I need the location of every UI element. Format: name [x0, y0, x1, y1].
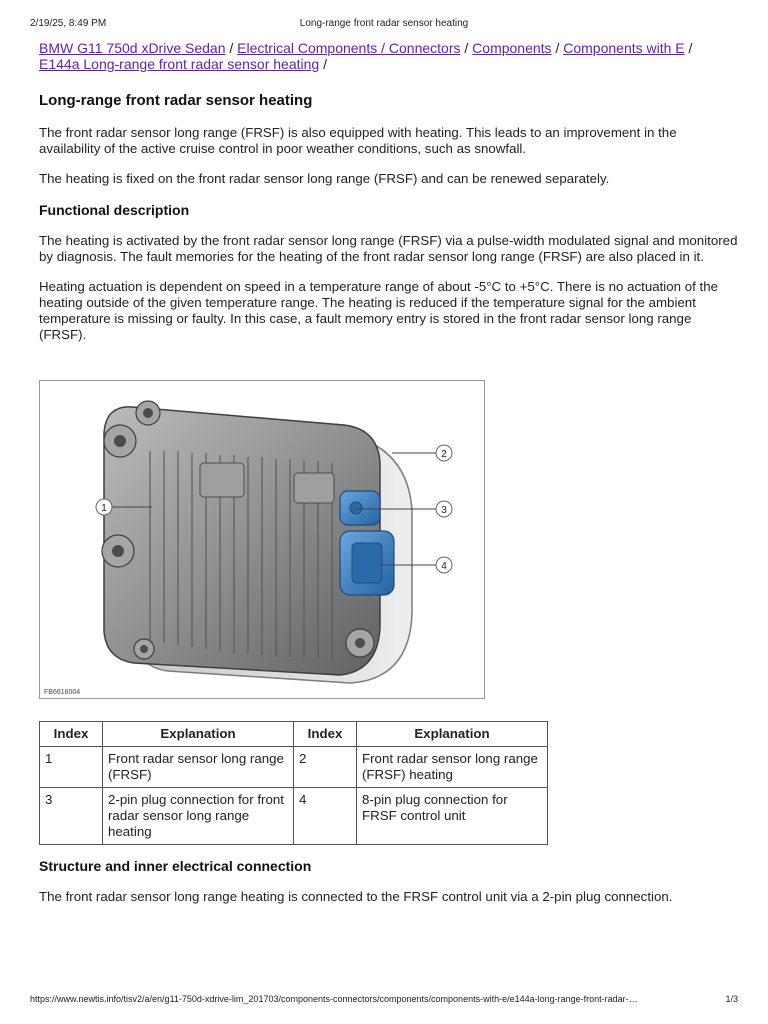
callout-1 — [96, 499, 112, 515]
breadcrumb-link-vehicle[interactable]: BMW G11 750d xDrive Sedan — [39, 40, 226, 56]
table-cell: 4 — [294, 788, 357, 845]
table-cell: Front radar sensor long range (FRSF) — [103, 747, 294, 788]
table-header: Explanation — [357, 722, 548, 747]
breadcrumb-separator: / — [460, 40, 473, 56]
svg-text:2: 2 — [441, 449, 447, 460]
table-cell: Front radar sensor long range (FRSF) heating — [357, 747, 548, 788]
radar-sensor-figure — [39, 380, 485, 699]
functional-paragraph: Heating actuation is dependent on speed in a temperature range of about -5°C to +5°C. There is no actuation of the heating outside of the given temperature range. The heating is reduced if the temperature signal for the ambient temperature is missing or faulty. In this case, a fault memory entry is stored in the front radar sensor long range (FRSF). — [39, 279, 719, 342]
functional-paragraph: The heating is activated by the front radar sensor long range (FRSF) via a pulse-width modulated signal and monitored by diagnosis. The fault memories for the heating of the front radar sensor long range (FRSF) are also placed in it. — [39, 233, 738, 264]
breadcrumb-link-components-e[interactable]: Components with E — [563, 40, 685, 56]
table-cell: 3 — [40, 788, 103, 845]
breadcrumb-separator: / — [225, 40, 238, 56]
table-header: Index — [294, 722, 357, 747]
print-footer — [30, 994, 738, 1008]
sensor-housing — [104, 407, 380, 675]
page-number: 1/3 — [725, 994, 738, 1004]
radar-sensor-illustration — [40, 381, 484, 698]
intro-paragraph: The heating is fixed on the front radar sensor long range (FRSF) and can be renewed separately. — [39, 171, 610, 186]
table-cell: 1 — [40, 747, 103, 788]
figure-code: FB6616004 — [44, 689, 81, 696]
svg-text:1: 1 — [101, 503, 107, 514]
print-datetime: 2/19/25, 8:49 PM — [30, 18, 107, 29]
callout-3 — [436, 501, 452, 517]
table-cell: 2 — [294, 747, 357, 788]
main-content — [39, 40, 739, 919]
breadcrumb-separator: / — [319, 56, 327, 72]
breadcrumb-separator: / — [684, 40, 693, 56]
intro-paragraph: The front radar sensor long range (FRSF) is also equipped with heating. This leads to an improvement in the availability of the active cruise control in poor weather conditions, such as snowfall. — [39, 125, 677, 156]
connector-8pin — [340, 531, 394, 595]
breadcrumb-link-e144a[interactable]: E144a Long-range front radar sensor heating — [39, 56, 320, 72]
print-url: https://www.newtis.info/tisv2/a/en/g11-750d-xdrive-lim_201703/components-connectors/components/components-with-e/e144a-long-range-front-radar-… — [30, 994, 638, 1004]
structure-heading: Structure and inner electrical connection — [39, 858, 312, 874]
table-cell: 8-pin plug connection for FRSF control unit — [357, 788, 548, 845]
table-header: Index — [40, 722, 103, 747]
print-title: Long-range front radar sensor heating — [299, 18, 469, 29]
table-header: Explanation — [103, 722, 294, 747]
breadcrumb-separator: / — [551, 40, 564, 56]
callout-4 — [436, 557, 452, 573]
connector-2pin — [340, 491, 380, 525]
callout-2 — [436, 445, 452, 461]
table-row — [40, 788, 548, 845]
page-title: Long-range front radar sensor heating — [39, 92, 313, 109]
table-row — [40, 747, 548, 788]
structure-paragraph: The front radar sensor long range heating is connected to the FRSF control unit via a 2-pin plug connection. — [39, 889, 673, 904]
index-table — [39, 721, 548, 845]
breadcrumb-link-components[interactable]: Components — [472, 40, 552, 56]
table-header-row — [40, 722, 548, 747]
functional-heading: Functional description — [39, 202, 190, 218]
print-header — [30, 18, 738, 32]
breadcrumb — [39, 40, 739, 72]
svg-text:3: 3 — [441, 505, 447, 516]
svg-text:4: 4 — [441, 561, 447, 572]
breadcrumb-link-electrical[interactable]: Electrical Components / Connectors — [237, 40, 461, 56]
table-cell: 2-pin plug connection for front radar sensor long range heating — [103, 788, 294, 845]
